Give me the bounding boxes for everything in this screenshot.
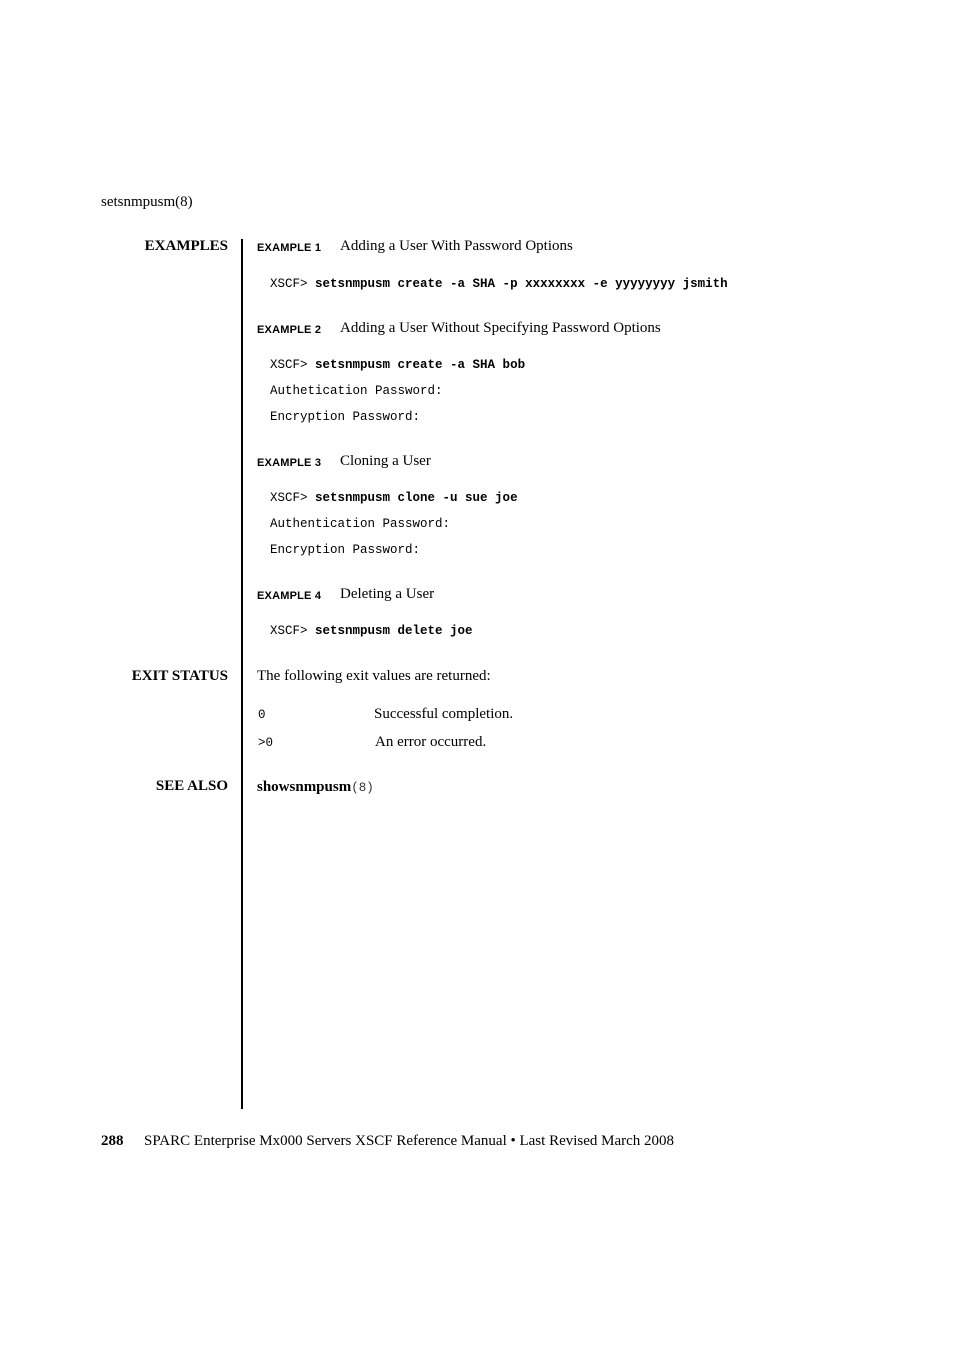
exit-code-meaning: An error occurred. bbox=[375, 734, 487, 750]
example-1-label: EXAMPLE 1 bbox=[257, 242, 322, 254]
command: setsnmpusm clone -u sue joe bbox=[315, 491, 518, 505]
example-4-command-line bbox=[270, 624, 473, 638]
footer-text: SPARC Enterprise Mx000 Servers XSCF Reference Manual • Last Revised March 2008 bbox=[144, 1133, 675, 1149]
example-1-title: Adding a User With Password Options bbox=[340, 238, 573, 254]
exit-status-intro: The following exit values are returned: bbox=[257, 668, 491, 684]
reference-name: showsnmpusm bbox=[257, 779, 352, 795]
prompt: XSCF> bbox=[270, 358, 308, 372]
section-heading-see-also: SEE ALSO bbox=[155, 778, 228, 794]
example-2-output-line: Authetication Password: bbox=[270, 384, 443, 398]
example-3-title: Cloning a User bbox=[340, 453, 431, 469]
exit-code: >0 bbox=[258, 736, 274, 750]
see-also-reference[interactable] bbox=[257, 778, 374, 796]
exit-code-meaning: Successful completion. bbox=[374, 706, 514, 722]
reference-section: (8) bbox=[351, 781, 374, 795]
example-2-output-line: Encryption Password: bbox=[270, 410, 421, 424]
prompt: XSCF> bbox=[270, 624, 308, 638]
example-4-title: Deleting a User bbox=[340, 586, 435, 602]
example-3-output-line: Authentication Password: bbox=[270, 517, 451, 531]
example-3-command-line bbox=[270, 491, 518, 505]
section-divider-rule bbox=[241, 239, 243, 1109]
command: setsnmpusm create -a SHA bob bbox=[315, 358, 526, 372]
section-heading-exit-status: EXIT STATUS bbox=[131, 668, 228, 684]
page-number: 288 bbox=[101, 1133, 124, 1149]
example-2-command-line bbox=[270, 358, 525, 372]
section-heading-examples: EXAMPLES bbox=[144, 238, 228, 254]
prompt: XSCF> bbox=[270, 491, 308, 505]
command: setsnmpusm delete joe bbox=[315, 624, 473, 638]
command: setsnmpusm create -a SHA -p xxxxxxxx -e yyyyyyyy jsmith bbox=[315, 277, 728, 291]
prompt: XSCF> bbox=[270, 277, 308, 291]
example-3-label: EXAMPLE 3 bbox=[257, 457, 322, 469]
example-1-command-line bbox=[270, 277, 728, 291]
running-head: setsnmpusm(8) bbox=[101, 194, 193, 210]
example-2-label: EXAMPLE 2 bbox=[257, 324, 322, 336]
example-2-title: Adding a User Without Specifying Password Options bbox=[340, 320, 661, 336]
example-4-label: EXAMPLE 4 bbox=[257, 590, 322, 602]
example-3-output-line: Encryption Password: bbox=[270, 543, 421, 557]
exit-code: 0 bbox=[258, 708, 266, 722]
